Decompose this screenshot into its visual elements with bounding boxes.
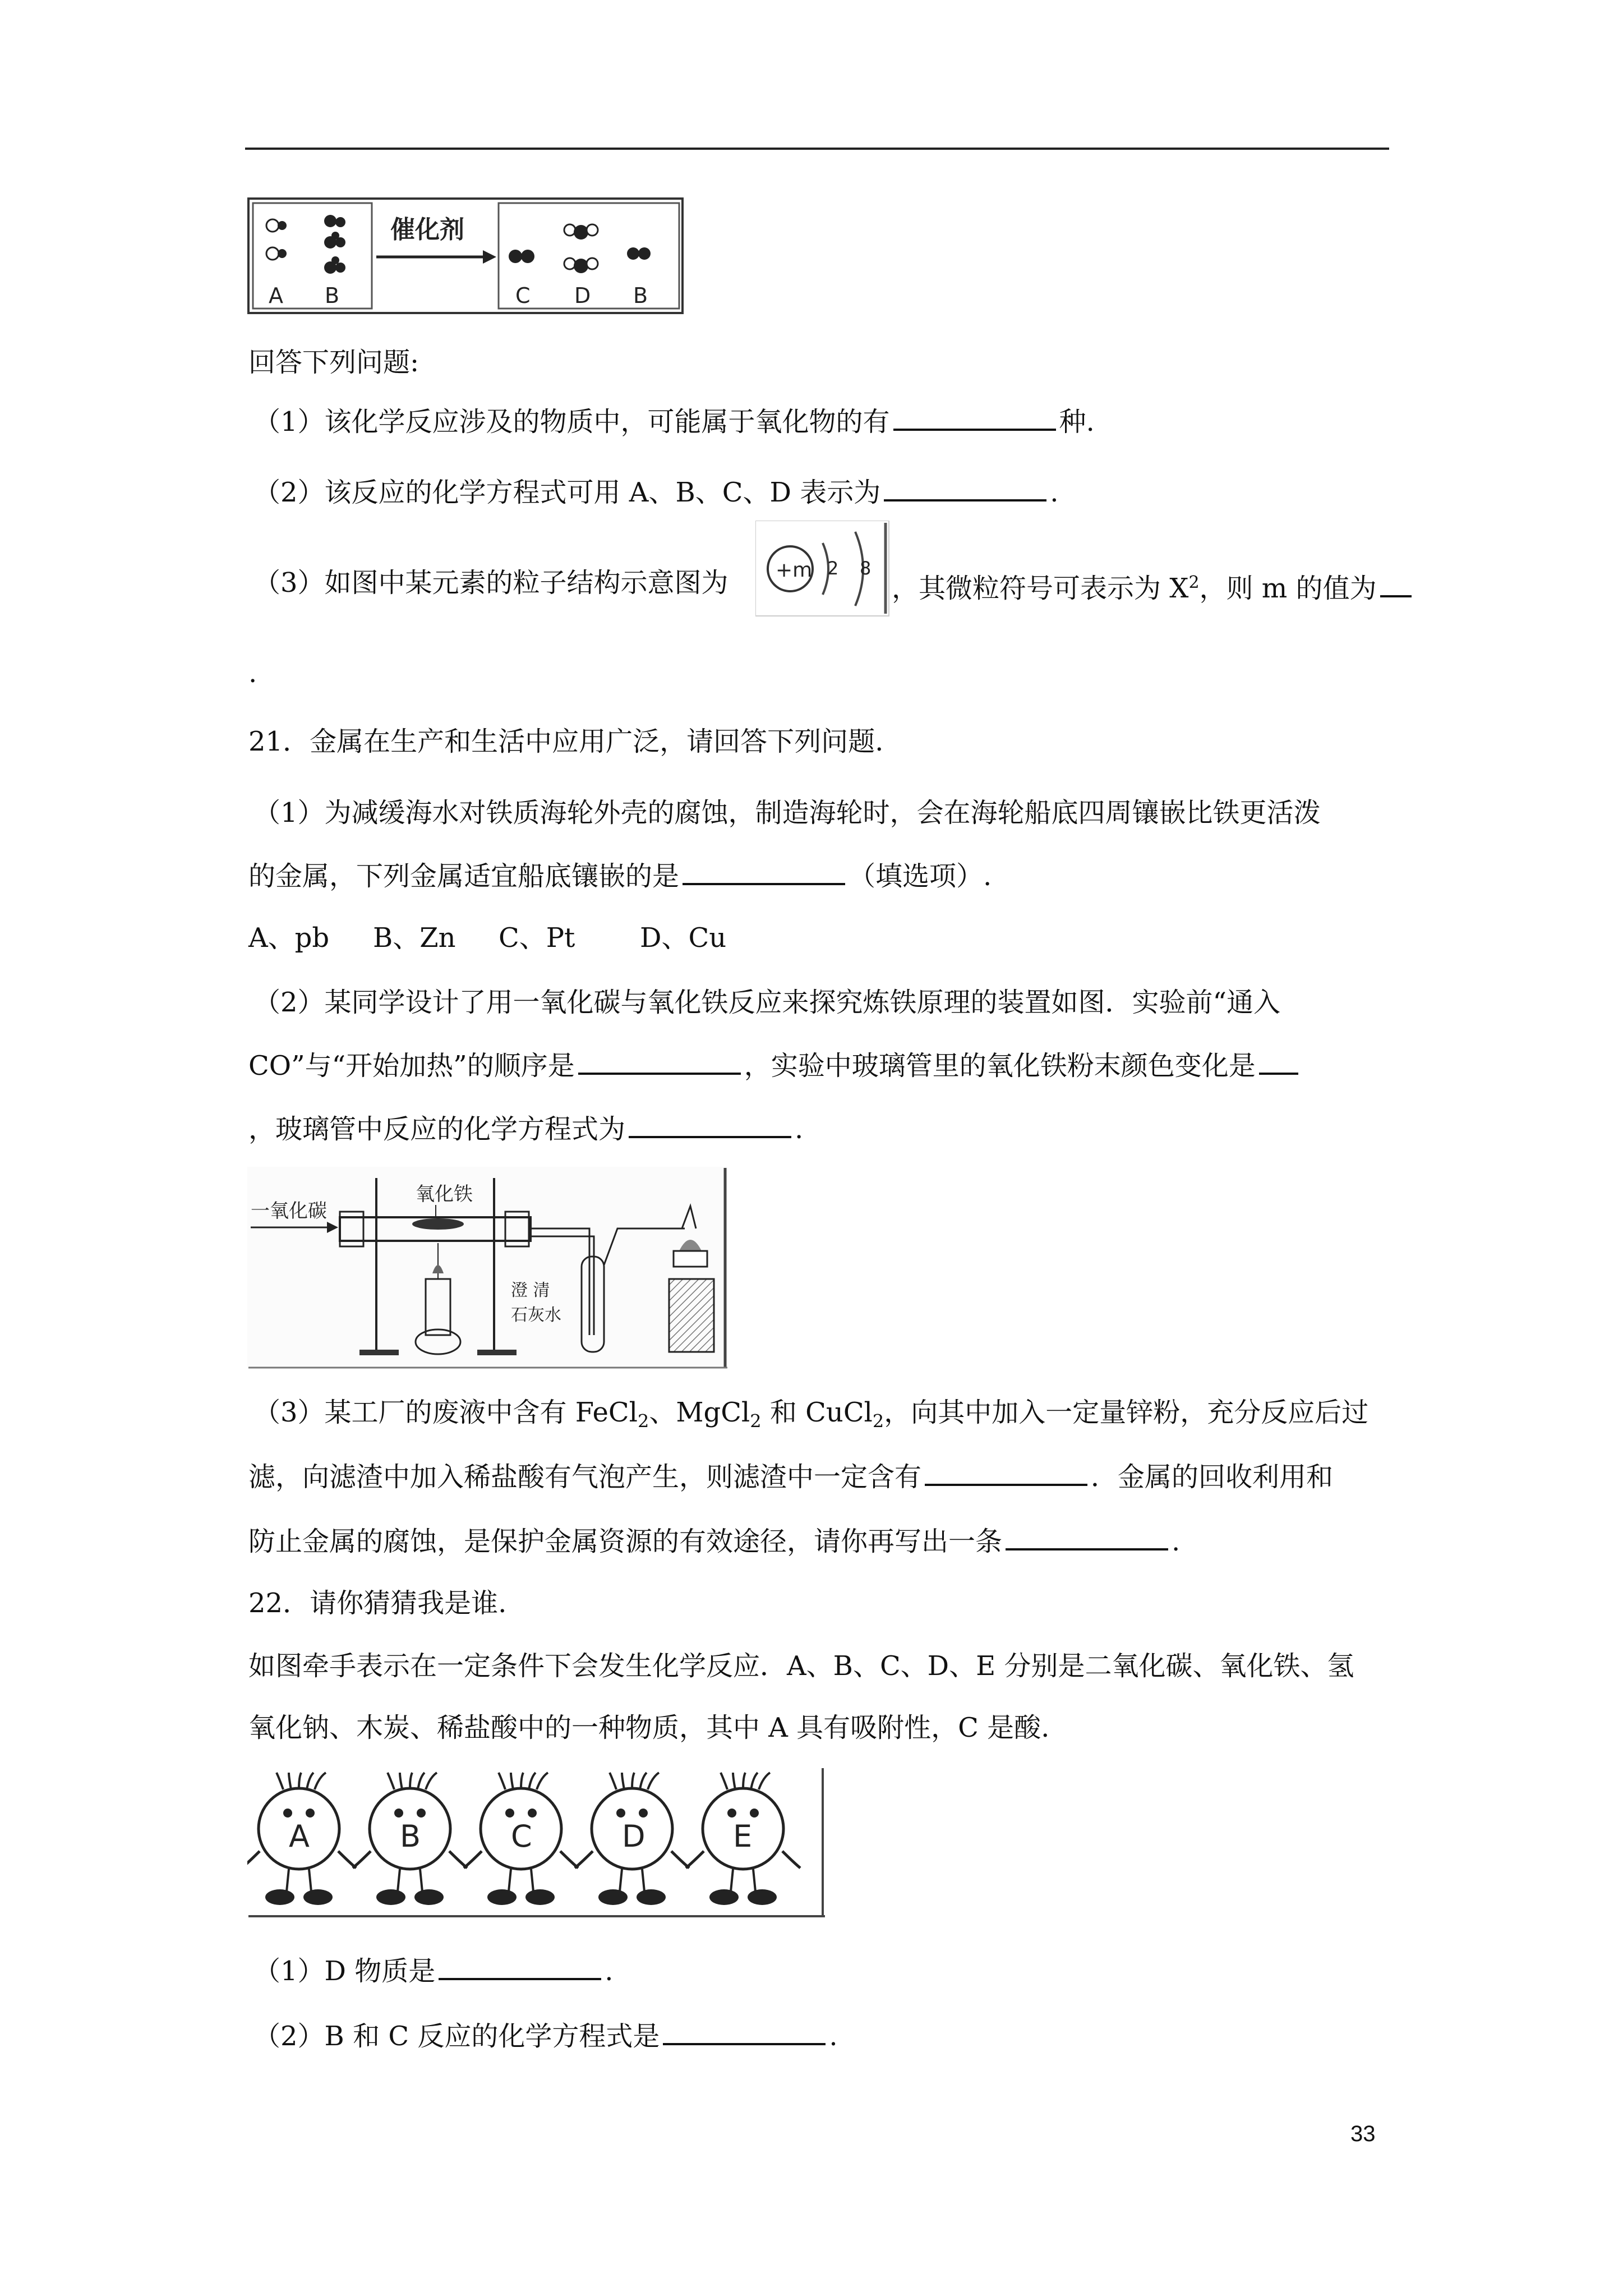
q21-part3-question-2: 防止金属的腐蚀，是保护金属资源的有效途径，请你再写出一条 xyxy=(248,1526,1003,1557)
q20-part2 xyxy=(253,475,1058,510)
q20-part3-superscript: 2 xyxy=(1188,573,1200,592)
q21-options xyxy=(248,920,726,956)
answer-blank[interactable] xyxy=(1380,570,1412,597)
option-b: B、Zn xyxy=(373,922,456,954)
q21-part2-question-c: ，玻璃管中反应的化学方程式为 xyxy=(248,1114,626,1145)
q20-intro: 回答下列问题: xyxy=(248,347,419,378)
q22-part2-end: . xyxy=(829,2021,838,2052)
answer-blank[interactable] xyxy=(925,1459,1087,1486)
q21-part2-question-b: ，实验中玻璃管里的氧化铁粉末颜色变化是 xyxy=(744,1050,1256,1082)
catalyst-label: 催化剂 xyxy=(390,215,464,244)
q21-part3-question: 滤，向滤渣中加入稀盐酸有气泡产生，则滤渣中一定含有 xyxy=(248,1461,922,1493)
q20-part1-text: （1）该化学反应涉及的物质中，可能属于氧化物的有 xyxy=(253,406,890,438)
figure-letter: E xyxy=(733,1819,753,1854)
reaction-diagram xyxy=(247,197,685,315)
q21-part2-line2 xyxy=(248,1048,1302,1084)
label-B-right: B xyxy=(633,283,648,308)
q21-part3-line3 xyxy=(248,1524,1180,1559)
q21-part3-text-a: （3）某工厂的废液中含有 FeCl xyxy=(253,1397,638,1428)
q21-part3-end: . xyxy=(1172,1526,1181,1557)
label-D: D xyxy=(574,283,591,308)
q20-part3-end: . xyxy=(248,657,257,689)
hand-holding-figures xyxy=(247,1767,825,1918)
q20-part2-text: （2）该反应的化学方程式可用 A、B、C、D 表示为 xyxy=(253,477,881,508)
q21-part3-text-d: ，向其中加入一定量锌粉，充分反应后过 xyxy=(884,1397,1369,1428)
q21-part2-question-a: CO”与“开始加热”的顺序是 xyxy=(248,1050,575,1082)
fe2o3-label: 氧化铁 xyxy=(416,1183,473,1205)
q22-intro-line2: 氧化钠、木炭、稀盐酸中的一种物质，其中 A 具有吸附性，C 是酸. xyxy=(248,1712,1050,1743)
q22-part1-question: （1）D 物质是 xyxy=(253,1955,436,1987)
answer-blank[interactable] xyxy=(439,1953,601,1980)
option-a: A、pb xyxy=(248,922,330,954)
q22-part2-question: （2）B 和 C 反应的化学方程式是 xyxy=(253,2021,660,2052)
header-rule xyxy=(245,148,1389,150)
answer-blank[interactable] xyxy=(629,1111,791,1138)
answer-blank[interactable] xyxy=(683,858,845,885)
q20-part1-end: 种. xyxy=(1059,406,1095,438)
q21-part2-line3 xyxy=(248,1111,803,1147)
label-B-left: B xyxy=(325,283,340,308)
q20-part3-text-b xyxy=(892,565,1415,606)
q20-part3-text-a: （3）如图中某元素的粒子结构示意图为 xyxy=(253,567,728,599)
q20-part1 xyxy=(253,404,1095,440)
q21-part3-text-b: 、MgCl xyxy=(649,1397,750,1428)
q21-part3-line1 xyxy=(253,1395,1368,1439)
figure-letter: C xyxy=(511,1819,532,1854)
q20-part2-end: . xyxy=(1050,477,1059,508)
q22-part1-end: . xyxy=(605,1955,614,1987)
q21-part1-question: 的金属，下列金属适宜船底镶嵌的是 xyxy=(248,861,680,892)
q22-part2 xyxy=(253,2018,838,2054)
q21-title: 21．金属在生产和生活中应用广泛，请回答下列问题. xyxy=(248,726,884,757)
shell2-electrons: 8 xyxy=(860,558,872,579)
option-d: D、Cu xyxy=(640,922,727,954)
q21-part1-line2 xyxy=(248,858,992,894)
subscript: 2 xyxy=(750,1410,762,1432)
q21-part1-hint: （填选项）. xyxy=(849,861,992,892)
q21-part2-line1: （2）某同学设计了用一氧化碳与氧化铁反应来探究炼铁原理的装置如图．实验前“通入 xyxy=(253,987,1281,1018)
option-c: C、Pt xyxy=(499,922,575,954)
q21-part1-line1: （1）为减缓海水对铁质海轮外壳的腐蚀，制造海轮时，会在海轮船底四周镶嵌比铁更活泼 xyxy=(253,797,1321,829)
co-label: 一氧化碳 xyxy=(251,1200,327,1222)
answer-blank[interactable] xyxy=(1006,1524,1168,1550)
answer-blank[interactable] xyxy=(884,475,1046,501)
subscript: 2 xyxy=(872,1410,884,1432)
page-number: 33 xyxy=(1350,2122,1376,2146)
subscript: 2 xyxy=(637,1410,649,1432)
q22-intro-line1: 如图牵手表示在一定条件下会发生化学反应．A、B、C、D、E 分别是二氧化碳、氧化铁、氢 xyxy=(248,1650,1354,1682)
q21-part2-end: . xyxy=(795,1114,804,1145)
atom-structure-diagram xyxy=(755,521,890,617)
answer-blank[interactable] xyxy=(663,2018,826,2045)
q22-title: 22．请你猜猜我是谁. xyxy=(248,1588,507,1619)
q21-part3-text-c: 和 CuCl xyxy=(761,1397,873,1428)
q21-part3-line2 xyxy=(248,1459,1333,1495)
q21-part3-continuation: ．金属的回收利用和 xyxy=(1091,1461,1334,1493)
answer-blank[interactable] xyxy=(578,1048,741,1075)
label-A: A xyxy=(269,283,283,308)
answer-blank[interactable] xyxy=(893,404,1056,431)
apparatus-diagram xyxy=(247,1167,727,1369)
q22-part1 xyxy=(253,1953,614,1989)
label-C: C xyxy=(515,283,531,308)
figure-letter: D xyxy=(622,1819,645,1854)
shell1-electrons: 2 xyxy=(827,558,839,579)
q20-part3-symbol: ，其微粒符号可表示为 X xyxy=(892,573,1189,604)
figure-letter: A xyxy=(289,1819,310,1854)
nucleus-charge: +m xyxy=(776,559,813,582)
limewater-label-1: 澄 清 xyxy=(511,1281,550,1300)
limewater-label-2: 石灰水 xyxy=(511,1305,561,1325)
q20-part3-question: ，则 m 的值为 xyxy=(1199,573,1377,604)
answer-blank[interactable] xyxy=(1259,1048,1298,1075)
figure-letter: B xyxy=(400,1819,421,1854)
